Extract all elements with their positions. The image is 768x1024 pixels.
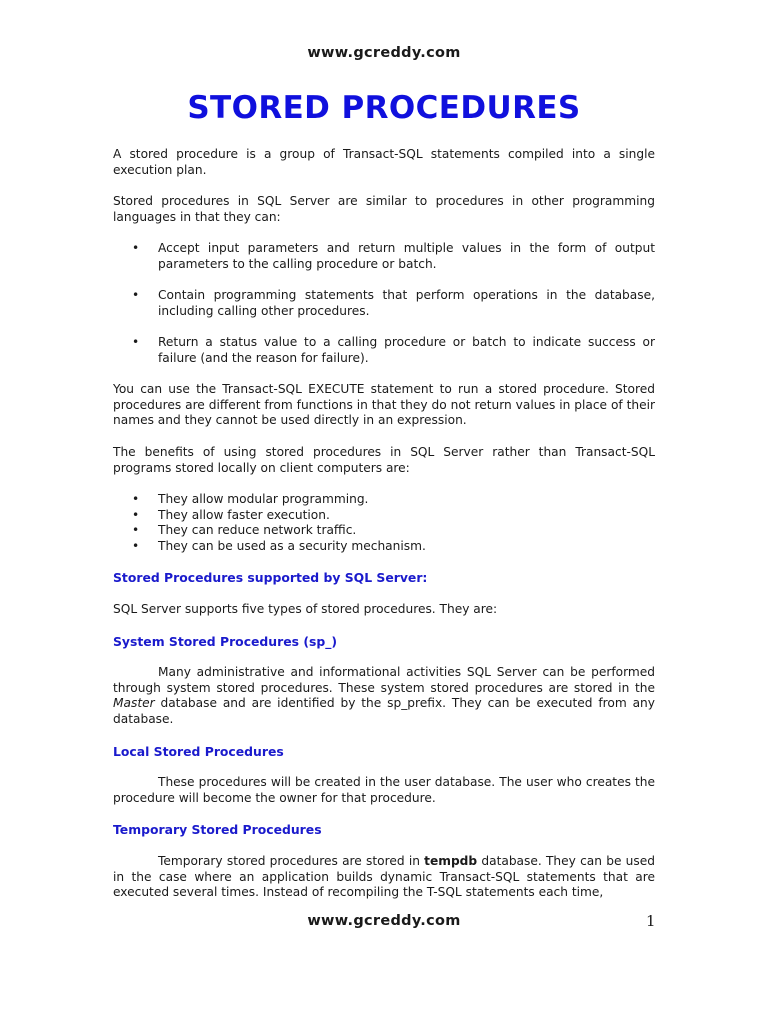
local-paragraph: These procedures will be created in the user database. The user who creates the procedure will become the owner for that procedure. <box>113 775 655 805</box>
section-heading-system: System Stored Procedures (sp_) <box>113 633 338 649</box>
footer-url: www.gcreddy.com <box>307 913 461 929</box>
capabilities-list <box>113 241 655 366</box>
list-item-text: Accept input parameters and return multiple values in the form of output parameters to the calling procedure or batch. <box>158 241 655 271</box>
list-item <box>113 523 655 539</box>
temporary-text-before: Temporary stored procedures are stored in <box>158 854 425 868</box>
list-item <box>113 539 655 555</box>
temporary-emphasis: tempdb <box>424 854 478 868</box>
temporary-paragraph <box>113 854 655 901</box>
list-item <box>113 492 655 508</box>
bullet-icon: • <box>132 288 140 303</box>
document-body <box>113 147 655 917</box>
bullet-icon: • <box>132 334 140 349</box>
system-emphasis: Master <box>113 696 155 711</box>
temporary-text-after: database. They can be used in the case where an application builds dynamic Transact-SQL statements that are executed several times. Instead of recompiling the T-SQL statements each time, <box>113 854 655 900</box>
section-heading-local: Local Stored Procedures <box>113 743 284 759</box>
list-item-text: They allow faster execution. <box>158 507 330 522</box>
list-item-text: Contain programming statements that perform operations in the database, including calling other procedures. <box>158 288 655 318</box>
list-item-text: They allow modular programming. <box>158 492 369 507</box>
list-item <box>113 335 655 366</box>
benefits-list <box>113 492 655 554</box>
system-text-after: database and are identified by the sp_prefix. They can be executed from any database. <box>113 696 655 727</box>
system-paragraph <box>113 665 655 727</box>
page-number: 1 <box>646 912 656 930</box>
system-text-before: Many administrative and informational activities SQL Server can be performed through system stored procedures. These system stored procedures are stored in the <box>113 665 655 695</box>
header-url: www.gcreddy.com <box>307 45 461 61</box>
page-title: STORED PROCEDURES <box>187 90 581 126</box>
list-item-text: Return a status value to a calling procedure or batch to indicate success or failure (and the reason for failure). <box>158 334 655 365</box>
bullet-icon: • <box>132 241 140 256</box>
list-item <box>113 508 655 524</box>
intro-paragraph: A stored procedure is a group of Transact-SQL statements compiled into a single execution plan. <box>113 147 655 177</box>
benefits-paragraph: The benefits of using stored procedures in SQL Server rather than Transact-SQL programs stored locally on client computers are: <box>113 444 655 475</box>
bullet-icon: • <box>132 538 140 553</box>
types-paragraph: SQL Server supports five types of stored procedures. They are: <box>113 602 498 617</box>
bullet-icon: • <box>132 492 140 507</box>
list-item-text: They can be used as a security mechanism. <box>158 538 426 553</box>
section-heading-temporary: Temporary Stored Procedures <box>113 822 322 838</box>
list-item <box>113 241 655 272</box>
similar-paragraph: Stored procedures in SQL Server are similar to procedures in other programming languages in that they can: <box>113 194 655 224</box>
execute-paragraph: You can use the Transact-SQL EXECUTE statement to run a stored procedure. Stored procedures are different from functions in that they do not return values in place of their names and they cannot be used directly in an expression. <box>113 382 655 428</box>
section-heading-supported: Stored Procedures supported by SQL Server: <box>113 570 428 586</box>
list-item-text: They can reduce network traffic. <box>158 523 357 538</box>
list-item <box>113 288 655 319</box>
bullet-icon: • <box>132 523 140 538</box>
bullet-icon: • <box>132 507 140 522</box>
